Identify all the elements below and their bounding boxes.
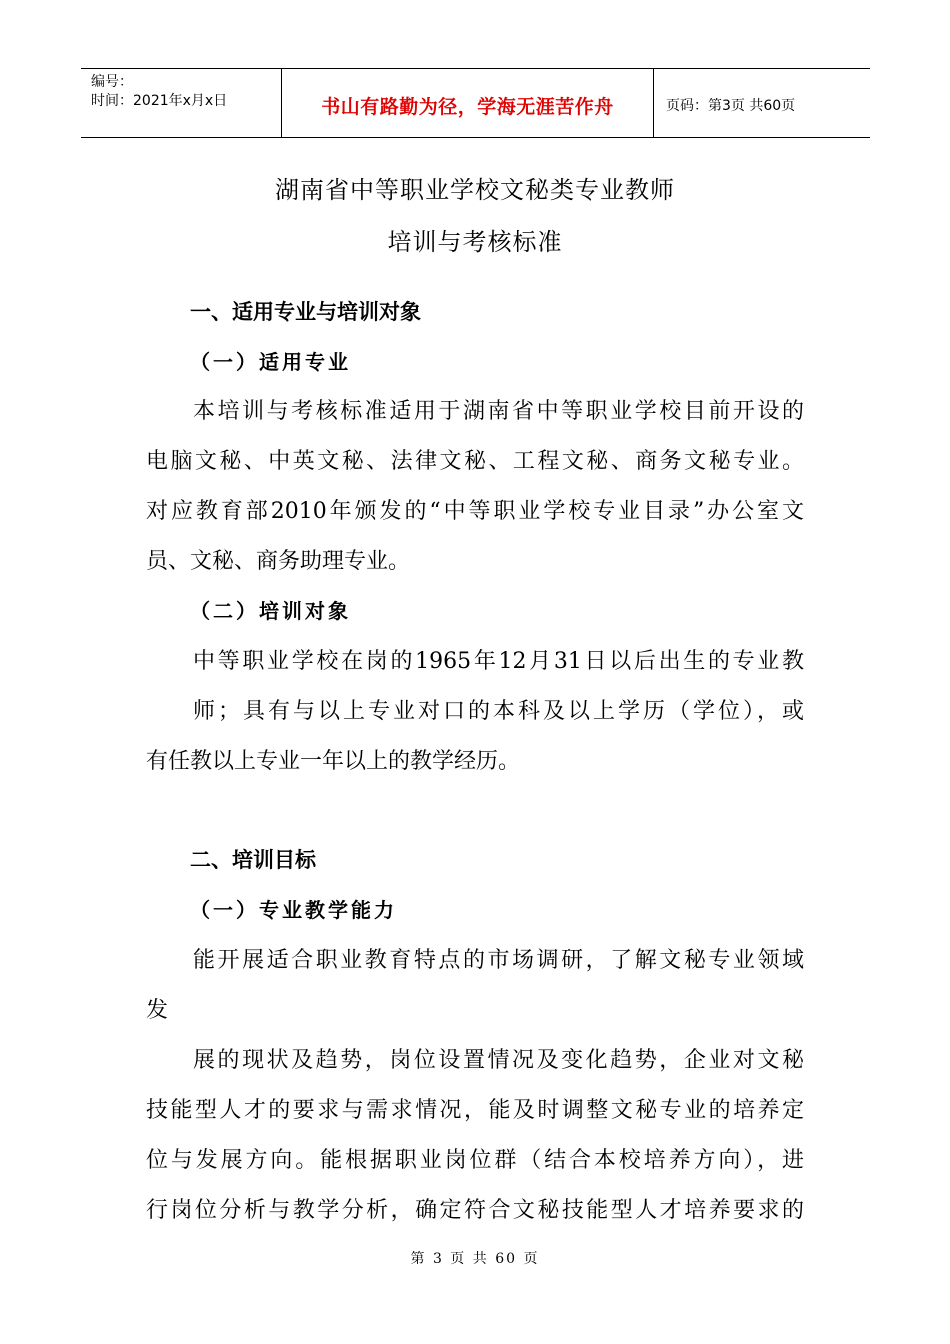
- subsection-heading-2-1: （一）专业教学能力: [190, 898, 397, 922]
- date-label: 时间：2021年x月x日: [91, 93, 228, 109]
- document-header: [81, 68, 870, 138]
- header-page-info: 页码：第3页 共60页: [666, 98, 796, 114]
- page-footer: 第 3 页 共 60 页: [410, 1251, 540, 1267]
- paragraph-line: 技能型人才的要求与需求情况，能及时调整文秘专业的培养定: [146, 1098, 804, 1123]
- paragraph-line: 行岗位分析与教学分析，确定符合文秘技能型人才培养要求的: [146, 1198, 804, 1223]
- paragraph-line: 发: [146, 998, 169, 1023]
- subsection-heading-1-2: （二）培训对象: [190, 599, 351, 623]
- page-title-line1: 湖南省中等职业学校文秘类专业教师: [275, 176, 675, 204]
- section-heading-2: 二、培训目标: [190, 848, 316, 872]
- header-meta: [81, 69, 281, 137]
- paragraph-line: 电脑文秘、中英文秘、法律文秘、工程文秘、商务文秘专业。: [146, 449, 804, 474]
- page-title-line2: 培训与考核标准: [387, 228, 563, 256]
- section-heading-1: 一、适用专业与培训对象: [190, 300, 421, 324]
- header-motto: 书山有路勤为径，学海无涯苦作舟: [281, 69, 654, 137]
- paragraph-line: 能开展适合职业教育特点的市场调研，了解文秘专业领域: [193, 948, 804, 973]
- paragraph-line: 展的现状及趋势，岗位设置情况及变化趋势，企业对文秘: [193, 1048, 804, 1073]
- paragraph-line: 中等职业学校在岗的1965年12月31日以后出生的专业教: [193, 649, 804, 674]
- paragraph-line: 员、文秘、商务助理专业。: [146, 549, 411, 574]
- paragraph-line: 位与发展方向。能根据职业岗位群（结合本校培养方向），进: [146, 1148, 804, 1173]
- subsection-heading-1-1: （一）适用专业: [190, 350, 351, 374]
- paragraph-line: 有任教以上专业一年以上的教学经历。: [146, 749, 521, 774]
- paragraph-line: 师；具有与以上专业对口的本科及以上学历（学位），或: [193, 699, 804, 724]
- paragraph-line: 对应教育部2010年颁发的“中等职业学校专业目录”办公室文: [146, 499, 804, 524]
- paragraph-line: 本培训与考核标准适用于湖南省中等职业学校目前开设的: [193, 399, 804, 424]
- number-label: 编号：: [91, 74, 133, 90]
